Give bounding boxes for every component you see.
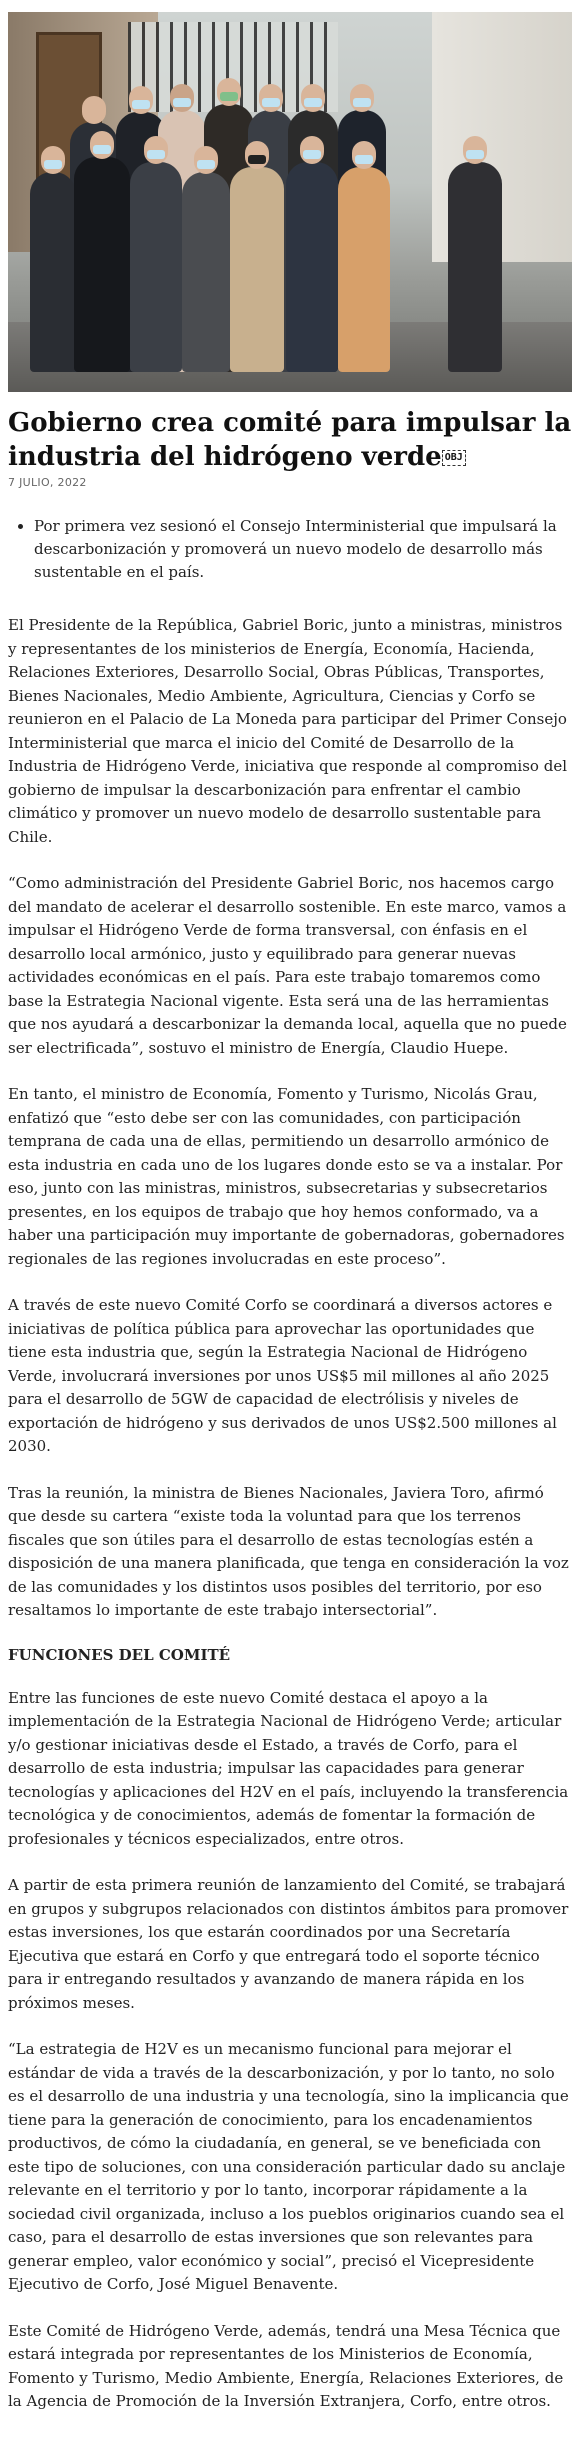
photo-person <box>338 167 390 372</box>
section-heading: FUNCIONES DEL COMITÉ <box>8 1645 231 1664</box>
photo-person <box>30 172 76 372</box>
paragraph: El Presidente de la República, Gabriel Boric, junto a ministras, ministros y representantes de los ministerios de Energía, Economía, Hacienda, Relaciones Exteriores, Desarrollo Social, Obras Públicas, Transportes, Bienes Nacionales, Medio Ambiente, Agricultura, Ciencias y Corfo se reunieron en el Palacio de La Moneda para participar del Primer Consejo Interministerial que marca el inicio del Comité de Desarrollo de la Industria de Hidrógeno Verde, iniciativa que responde al compromiso del gobierno de impulsar la descarbonización para enfrentar el cambio climático y promover un nuevo modelo de desarrollo sustentable para Chile. <box>8 616 567 846</box>
paragraph: “Como administración del Presidente Gabriel Boric, nos hacemos cargo del mandato de acelerar el desarrollo sostenible. En este marco, vamos a impulsar el Hidrógeno Verde de forma transversal, con énfasis en el desarrollo local armónico, justo y equilibrado para generar nuevas actividades económicas en el país. Para este trabajo tomaremos como base la Estrategia Nacional vigente. Esta será una de las herramientas que nos ayudará a descarbonizar la demanda local, aquella que no puede ser electrificada”, sostuvo el ministro de Energía, Claudio Huepe. <box>8 874 567 1057</box>
paragraph: Entre las funciones de este nuevo Comité destaca el apoyo a la implementación de la Estrategia Nacional de Hidrógeno Verde; articular y/o gestionar iniciativas desde el Estado, a través de Corfo, para el desarrollo de esta industria; impulsar las capacidades para generar tecnologías y aplicaciones del H2V en el país, incluyendo la transferencia tecnológica y de conocimientos, además de fomentar la formación de profesionales y técnicos especializados, entre otros. <box>8 1688 569 1848</box>
obj-marker: OBJ <box>442 450 466 466</box>
photo-person <box>74 157 130 372</box>
article <box>0 406 580 2414</box>
paragraph: A través de este nuevo Comité Corfo se coordinará a diversos actores e iniciativas de política pública para aprovechar las oportunidades que tiene esta industria que, según la Estrategia Nacional de Hidrógeno Verde, involucrará inversiones por unos US$5 mil millones al año 2025 para el desarrollo de 5GW de capacidad de electrólisis y niveles de exportación de hidrógeno y sus derivados de unos US$2.500 millones al 2030. <box>8 1296 557 1455</box>
photo-person <box>448 162 502 372</box>
photo-person <box>286 162 338 372</box>
paragraph: Este Comité de Hidrógeno Verde, además, tendrá una Mesa Técnica que estará integrada por representantes de los Ministerios de Economía, Fomento y Turismo, Medio Ambiente, Energía, Relaciones Exteriores, de la Agencia de Promoción de la Inversión Extranjera, Corfo, entre otros. <box>8 2321 564 2410</box>
list-item: • Por primera vez sesionó el Consejo Interministerial que impulsará la descarbonización y promoverá un nuevo modelo de desarrollo más sustentable en el país. <box>34 515 572 584</box>
paragraph: Tras la reunión, la ministra de Bienes Nacionales, Javiera Toro, afirmó que desde su cartera “existe toda la voluntad para que los terrenos fiscales que son útiles para el desarrollo de estas tecnologías estén a disposición de una manera planificada, que tenga en consideración la voz de las comunidades y los distintos usos posibles del territorio, por eso resaltamos lo importante de este trabajo intersectorial”. <box>8 1483 569 1619</box>
photo-person <box>230 167 284 372</box>
article-photo <box>8 12 572 392</box>
paragraph: En tanto, el ministro de Economía, Fomento y Turismo, Nicolás Grau, enfatizó que “esto debe ser con las comunidades, con participación temprana de cada una de ellas, permitiendo un desarrollo armónico de esta industria en cada uno de los lugares donde esto se va a instalar. Por eso, junto con las ministras, ministros, subsecretarias y subsecretarios presentes, en los equipos de trabajo que hoy hemos conformado, va a haber una participación muy importante de gobernadoras, gobernadores regionales de las regiones involucradas en este proceso”. <box>8 1085 565 1268</box>
article-date: 7 JULIO, 2022 <box>8 476 87 489</box>
summary-list <box>8 515 572 584</box>
paragraph: “La estrategia de H2V es un mecanismo funcional para mejorar el estándar de vida a través de la descarbonización, y por lo tanto, no solo es el desarrollo de una industria y una tecnología, sino la implicancia que tiene para la generación de conocimiento, para los encadenamientos productivos, de cómo la ciudadanía, en general, se ve beneficiada con este tipo de soluciones, con una consideración particular dado su anclaje relevante en el territorio y por lo tanto, incorporar rápidamente a la sociedad civil organizada, incluso a los pueblos originarios cuando sea el caso, para el desarrollo de estas inversiones que son relevantes para generar empleo, valor económico y social”, precisó el Vicepresidente Ejecutivo de Corfo, José Miguel Benavente. <box>8 2040 569 2293</box>
photo-person <box>182 172 230 372</box>
photo-person <box>130 162 182 372</box>
article-title: Gobierno crea comité para impulsar la industria del hidrógeno verde OBJ <box>8 408 572 472</box>
paragraph: A partir de esta primera reunión de lanzamiento del Comité, se trabajará en grupos y subgrupos relacionados con distintos ámbitos para promover estas inversiones, los que estarán coordinados por una Secretaría Ejecutiva que estará en Corfo y que entregará todo el soporte técnico para ir entregando resultados y avanzando de manera rápida en los próximos meses. <box>8 1876 569 2012</box>
